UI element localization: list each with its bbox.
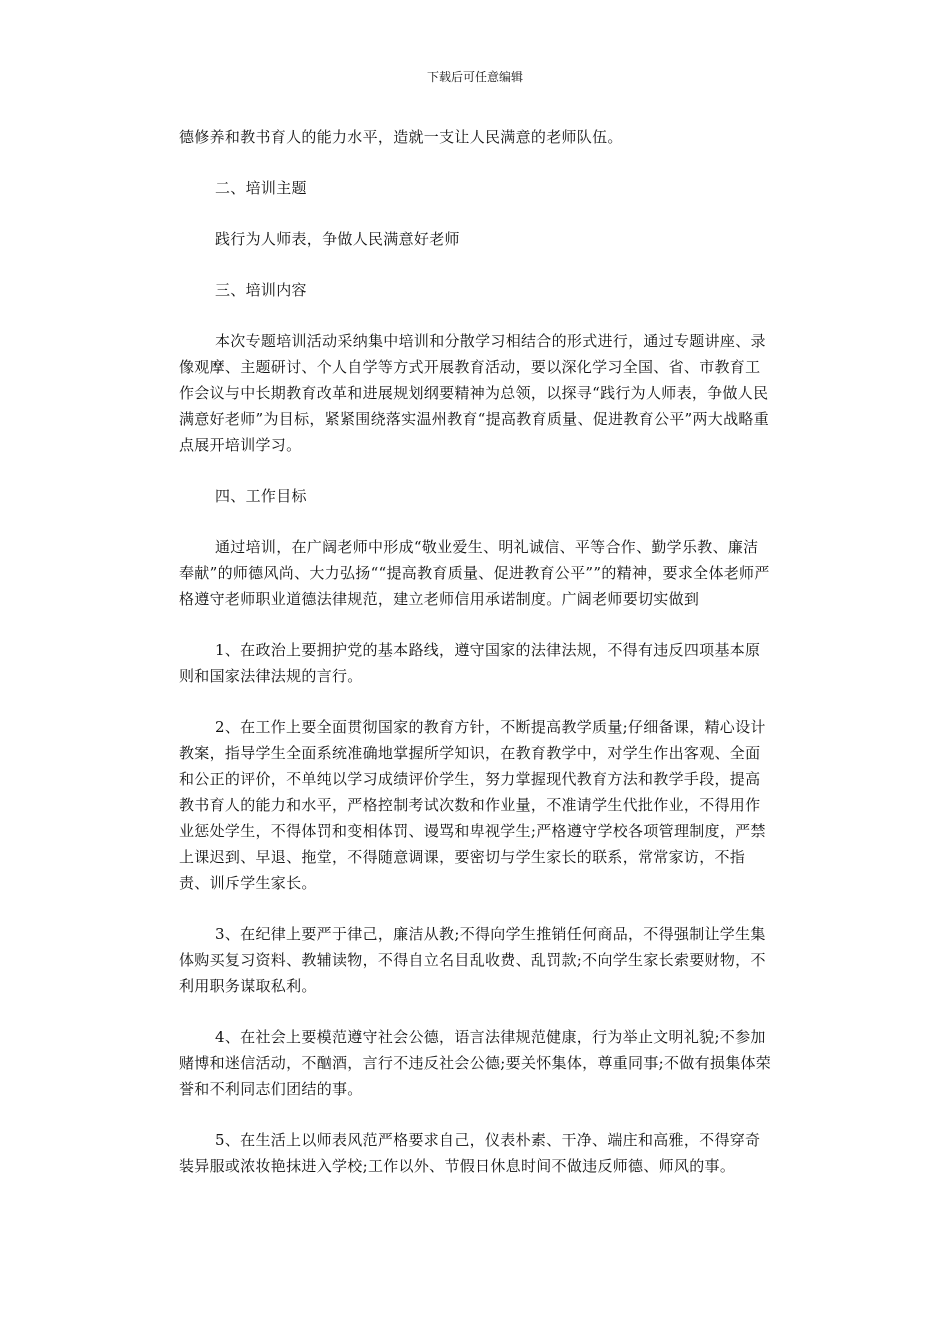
paragraph: 本次专题培训活动采纳集中培训和分散学习相结合的形式进行，通过专题讲座、录像观摩、主题研讨、个人自学等方式开展教育活动，要以深化学习全国、省、市教育工作会议与中长期教育改革和进展规划纲要精神为总领，以探寻“践行为人师表，争做人民满意好老师”为目标，紧紧围绕落实温州教育“提高教育质量、促进教育公平”两大战略重点展开培训学习。 [179,332,770,454]
section-heading: 三、培训内容 [215,281,307,299]
page-header: 下载后可任意编辑 [426,70,523,84]
list-item: 4、在社会上要模范遵守社会公德，语言法律规范健康，行为举止文明礼貌;不参加赌博和迷信活动，不酗酒，言行不违反社会公德;要关怀集体，尊重同事;不做有损集体荣誉和不利同志们团结的事。 [179,1028,772,1098]
paragraph: 通过培训，在广阔老师中形成“敬业爱生、明礼诚信、平等合作、勤学乐教、廉洁奉献”的师德风尚、大力弘扬““提高教育质量、促进教育公平””的精神，要求全体老师严格遵守老师职业道德法律规范，建立老师信用承诺制度。广阔老师要切实做到 [179,538,770,608]
list-item: 2、在工作上要全面贯彻国家的教育方针，不断提高教学质量;仔细备课，精心设计教案，指导学生全面系统准确地掌握所学知识，在教育教学中，对学生作出客观、全面和公正的评价，不单纯以学习成绩评价学生，努力掌握现代教育方法和教学手段，提高教书育人的能力和水平，严格控制考试次数和作业量，不准请学生代批作业，不得用作业惩处学生，不得体罚和变相体罚、谩骂和卑视学生;严格遵守学校各项管理制度，严禁上课迟到、早退、拖堂，不得随意调课，要密切与学生家长的联系，常常家访，不指责、训斥学生家长。 [179,718,766,892]
paragraph: 践行为人师表，争做人民满意好老师 [215,230,460,248]
list-item: 5、在生活上以师表风范严格要求自己，仪表朴素、干净、端庄和高雅，不得穿奇装异服或浓妆艳抹进入学校;工作以外、节假日休息时间不做违反师德、师风的事。 [179,1131,761,1175]
document-body [179,124,773,1204]
section-heading: 二、培训主题 [215,179,307,197]
list-item: 1、在政治上要拥护党的基本路线，遵守国家的法律法规，不得有违反四项基本原则和国家法律法规的言行。 [179,641,761,685]
list-item: 3、在纪律上要严于律己，廉洁从教;不得向学生推销任何商品，不得强制让学生集体购买复习资料、教辅读物，不得自立名目乱收费、乱罚款;不向学生家长索要财物，不利用职务谋取私利。 [179,925,766,995]
paragraph: 德修养和教书育人的能力水平，造就一支让人民满意的老师队伍。 [179,128,623,146]
section-heading: 四、工作目标 [215,487,307,505]
